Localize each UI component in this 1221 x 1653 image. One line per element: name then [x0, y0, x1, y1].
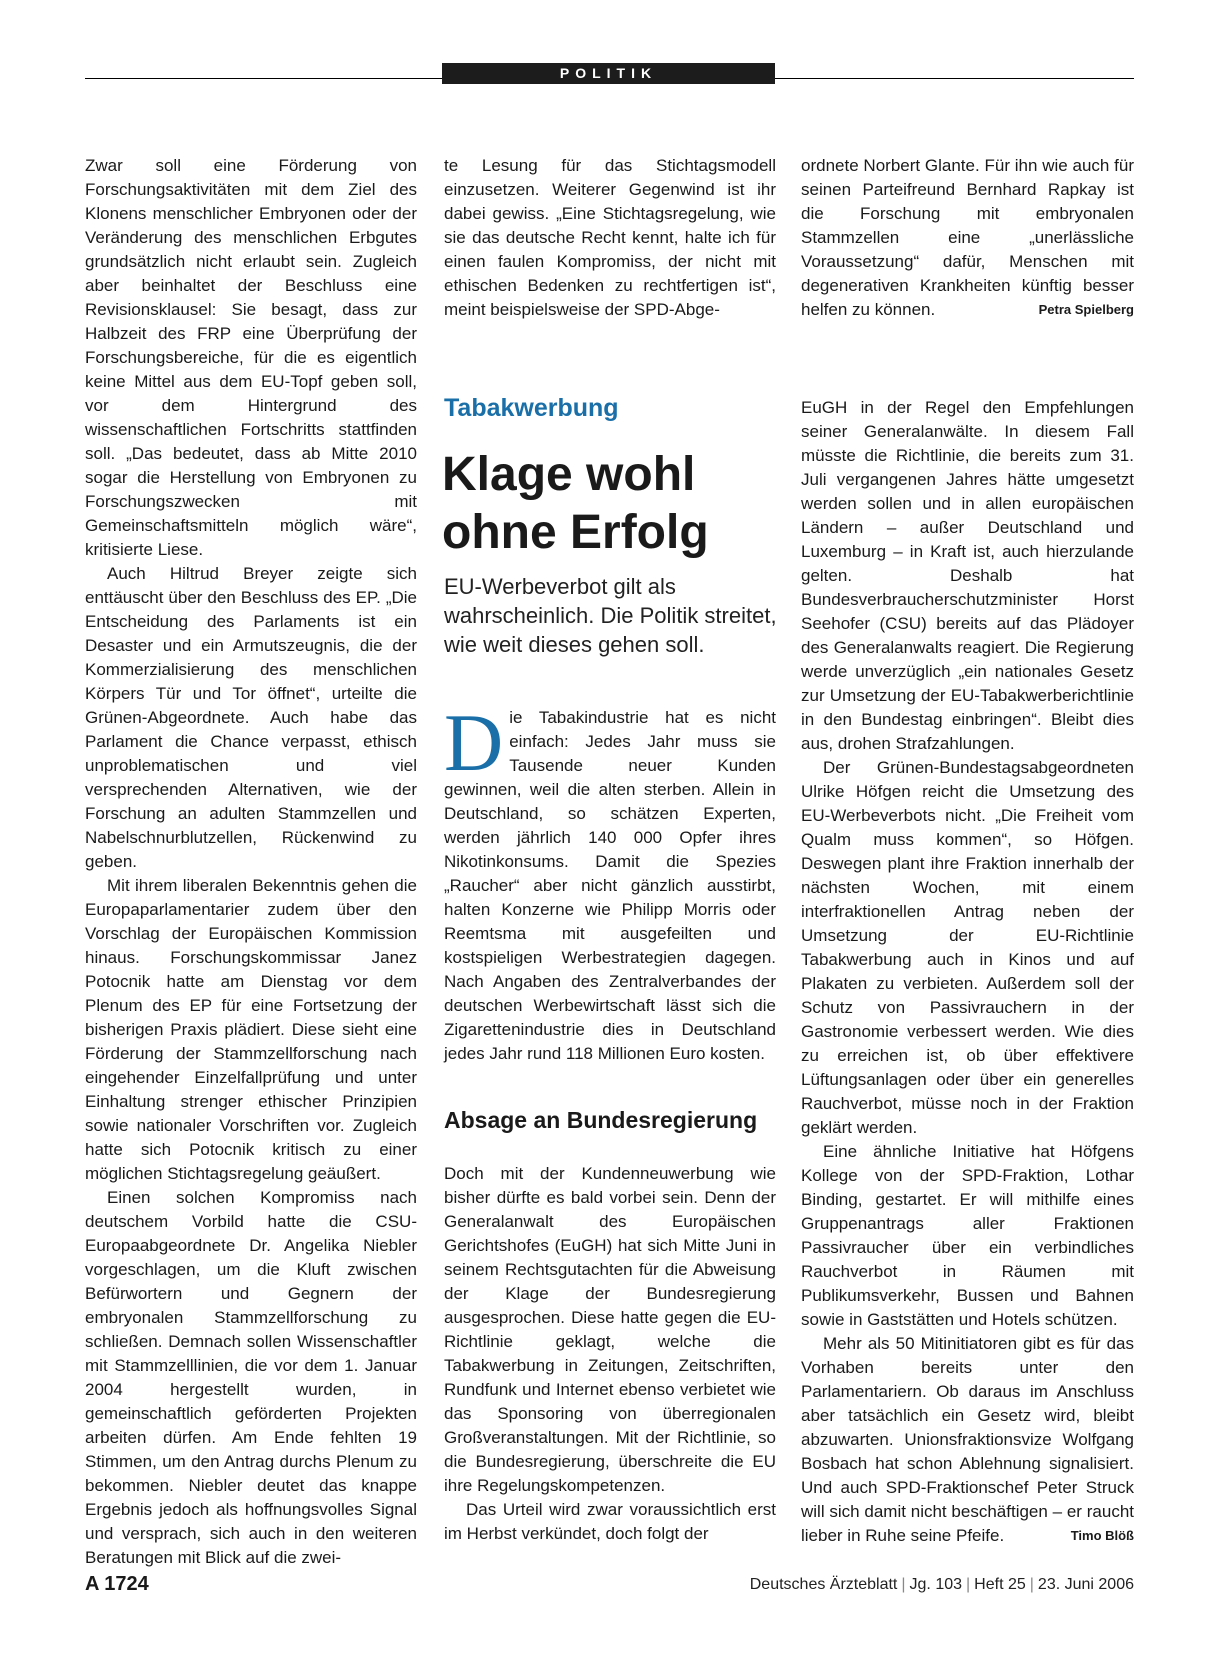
- paragraph: Doch mit der Kundenneuwerbung wie bisher dürfte es bald vorbei sein. Denn der Generalanwalt des Europäischen Gerichtshofes (EuGH) hat sich Mitte Juni in seinem Rechtsgutachten für die Abweisung der Klage der Bundesregierung ausgesprochen. Diese hatte gegen die EU-Richtlinie geklagt, welche die Tabakwerbung in Zeitungen, Zeitschriften, Rundfunk und Internet ebenso verbietet wie das Sponsoring von überregionalen Großveranstaltungen. Mit der Richtlinie, so die Bundesregierung, überschreite die EU ihre Regelungskompetenzen.: [444, 1164, 776, 1495]
- author-byline: Timo Blöß: [1070, 1528, 1134, 1543]
- paragraph: Der Grünen-Bundestagsabgeordneten Ulrike Höfgen reicht die Umsetzung des EU-Werbeverbots nicht. „Die Freiheit vom Qualm muss kommen“, so Höfgen. Deswegen plant ihre Fraktion innerhalb der nächsten Wochen, mit einem interfraktionellen Antrag neben der Umsetzung der EU-Richtlinie Tabakwerbung auch in Kinos und auf Plakaten zu verbieten. Außerdem soll der Schutz von Passivrauchern in der Gastronomie verbessert werden. Wie dies zu erreichen ist, ob über effektivere Lüftungsanlagen oder über ein generelles Rauchverbot, müsse noch in der Fraktion geklärt werden.: [801, 758, 1134, 1137]
- date: 23. Juni 2006: [1037, 1576, 1134, 1593]
- lead-paragraph: [444, 697, 776, 1066]
- volume: Jg. 103: [909, 1576, 963, 1593]
- paragraph: EuGH in der Regel den Empfehlungen seiner Generalanwälte. In diesem Fall müsste die Richtlinie, die bereits zum 31. Juli vergangenen Jahres hätte umgesetzt werden sollen und in allen europäischen Ländern – außer Deutschland und Luxemburg – in Kraft ist, auch hierzulande gelten. Deshalb hat Bundesverbraucherschutzminister Horst Seehofer (CSU) bereits auf das Plädoyer des Generalanwalts reagiert. Die Regierung werde unverzüglich „ein nationales Gesetz zur Umsetzung der EU-Tabakwerberichtlinie in den Bundestag einbringen“. Bleibt dies aus, drohen Strafzahlungen.: [801, 398, 1134, 753]
- section-label: POLITIK: [442, 63, 775, 84]
- lead-text: ie Tabakindustrie hat es nicht einfach: Jedes Jahr muss sie Tausende neuer Kunden gewinnen, weil die alten sterben. Allein in Deutschland, so schätzen Experten, werden jährlich 140 000 Opfer ihres Nikotinkonsums. Damit die Spezies „Raucher“ aber nicht gänzlich ausstirbt, halten Konzerne wie Philipp Morris oder Reemtsma mit ausgefeilten und kostspieligen Werbestrategien dagegen. Nach Angaben des Zentralverbandes der deutschen Werbewirtschaft lässt sich die Zigarettenindustrie dies in Deutschland jedes Jahr rund 118 Millionen Euro kosten.: [444, 708, 776, 1063]
- paragraph: te Lesung für das Stichtagsmodell einzusetzen. Weiterer Gegenwind ist ihr dabei gewiss. „Eine Stichtagsregelung, wie sie das deutsche Recht kennt, halte ich für einen faulen Kompromiss, der nicht mit ethischen Bedenken zu rechtfertigen ist“, meint beispielsweise der SPD-Abge-: [444, 156, 776, 319]
- paragraph: Auch Hiltrud Breyer zeigte sich enttäuscht über den Beschluss des EP. „Die Entscheidung des Parlaments ist ein Desaster und ein Armutszeugnis, die der Kommerzialisierung des menschlichen Körpers Tür und Tor öffnet“, urteilte die Grünen-Abgeordnete. Auch habe das Parlament die Chance verpasst, ethisch unproblematischen und viel versprechenden Alternativen, wie der Forschung an adulten Stammzellen und Nabelschnurblutzellen, Rückenwind zu geben.: [85, 564, 417, 871]
- paragraph: [801, 1332, 1134, 1548]
- paragraph-text: Mehr als 50 Mitinitiatoren gibt es für das Vorhaben bereits unter den Parlamentariern. Ob daraus im Anschluss aber tatsächlich ein Gesetz wird, bleibt abzuwarten. Unionsfraktionsvize Wolfgang Bosbach hat schon Ablehnung signalisiert. Und auch SPD-Fraktionschef Peter Struck will sich damit nicht beschäftigen – er raucht lieber in Ruhe seine Pfeife.: [801, 1334, 1134, 1545]
- journal-name: Deutsches Ärzteblatt: [749, 1576, 898, 1593]
- column-1: [85, 154, 417, 1570]
- article-kicker: Tabakwerbung: [444, 394, 619, 422]
- column-2-top: [444, 154, 776, 322]
- article-headline: Klage wohl ohne Erfolg: [442, 448, 709, 559]
- drop-cap: D: [444, 697, 504, 788]
- paragraph: Zwar soll eine Förderung von Forschungsaktivitäten mit dem Ziel des Klonens menschlicher Embryonen oder der Veränderung des menschlichen Erbgutes grundsätzlich nicht erlaubt sein. Zugleich aber beinhaltet der Beschluss eine Revisionsklausel: Sie besagt, dass zur Halbzeit des FRP eine Überprüfung der Forschungsbereiche, für die es eigentlich keine Mittel aus dem EU-Topf geben soll, vor dem Hintergrund des wissenschaftlichen Fortschritts stattfinden soll. „Das bedeutet, dass ab Mitte 2010 sogar die Herstellung von Embryonen zu Forschungszwecken mit Gemeinschaftsmitteln möglich wäre“, kritisierte Liese.: [85, 156, 417, 559]
- issue: Heft 25: [974, 1576, 1026, 1593]
- paragraph: Einen solchen Kompromiss nach deutschem Vorbild hatte die CSU-Europaabgeordnete Dr. Angelika Niebler vorgeschlagen, um die Kluft zwischen Befürwortern und Gegnern der embryonalen Stammzellforschung zu schließen. Demnach sollen Wissenschaftler mit Stammzelllinien, die vor dem 1. Januar 2004 hergestellt wurden, in gemeinschaftlich geförderten Projekten arbeiten dürfen. Am Ende fehlten 19 Stimmen, um den Antrag durchs Plenum zu bekommen. Niebler deutet das knappe Ergebnis jedoch als hoffnungsvolles Signal und versprach, sich auch in den weiteren Beratungen mit Blick auf die zwei-: [85, 1188, 417, 1567]
- article-subhead: Absage an Bundesregierung: [444, 1107, 758, 1133]
- paragraph-text: ordnete Norbert Glante. Für ihn wie auch für seinen Parteifreund Bernhard Rapkay ist die Forschung mit embryonalen Stammzellen eine „unerlässliche Voraussetzung“ dafür, Menschen mit degenerativen Krankheiten künftig besser helfen zu können.: [801, 156, 1134, 319]
- article-deck: EU-Werbeverbot gilt als wahrscheinlich. Die Politik streitet, wie weit dieses gehen soll.: [444, 574, 777, 657]
- author-byline: Petra Spielberg: [1038, 302, 1134, 317]
- article-lead: [444, 697, 776, 1066]
- paragraph: Eine ähnliche Initiative hat Höfgens Kollege von der SPD-Fraktion, Lothar Binding, gestartet. Er will mithilfe eines Gruppenantrags aller Fraktionen Passivraucher über ein verbindliches Rauchverbot in Räumen mit Publikumsverkehr, Bussen und Bahnen sowie in Gaststätten und Hotels schützen.: [801, 1142, 1134, 1329]
- page-number: A 1724: [85, 1573, 149, 1595]
- paragraph: Das Urteil wird zwar voraussichtlich erst im Herbst verkündet, doch folgt der: [444, 1500, 776, 1543]
- column-3-bottom: [801, 396, 1134, 1548]
- paragraph: [801, 154, 1134, 322]
- paragraph: Mit ihrem liberalen Bekenntnis gehen die Europaparlamentarier zudem über den Vorschlag der Europäischen Kommission hinaus. Forschungskommissar Janez Potocnik hatte am Dienstag vor dem Plenum des EP für eine Fortsetzung der bisherigen Praxis plädiert. Diese sieht eine Förderung der Stammzellforschung nach eingehender Einzelfallprüfung und unter Einhaltung strenger ethischer Prinzipien sowie nationaler Vorschriften vor. Zugleich hatte sich Potocnik kritisch zu einer möglichen Stichtagsregelung geäußert.: [85, 876, 417, 1183]
- column-3-top: [801, 154, 1134, 322]
- publication-info: Deutsches Ärzteblatt | Jg. 103 | Heft 25 | 23. Juni 2006: [749, 1576, 1134, 1593]
- column-2-bottom: [444, 1162, 776, 1546]
